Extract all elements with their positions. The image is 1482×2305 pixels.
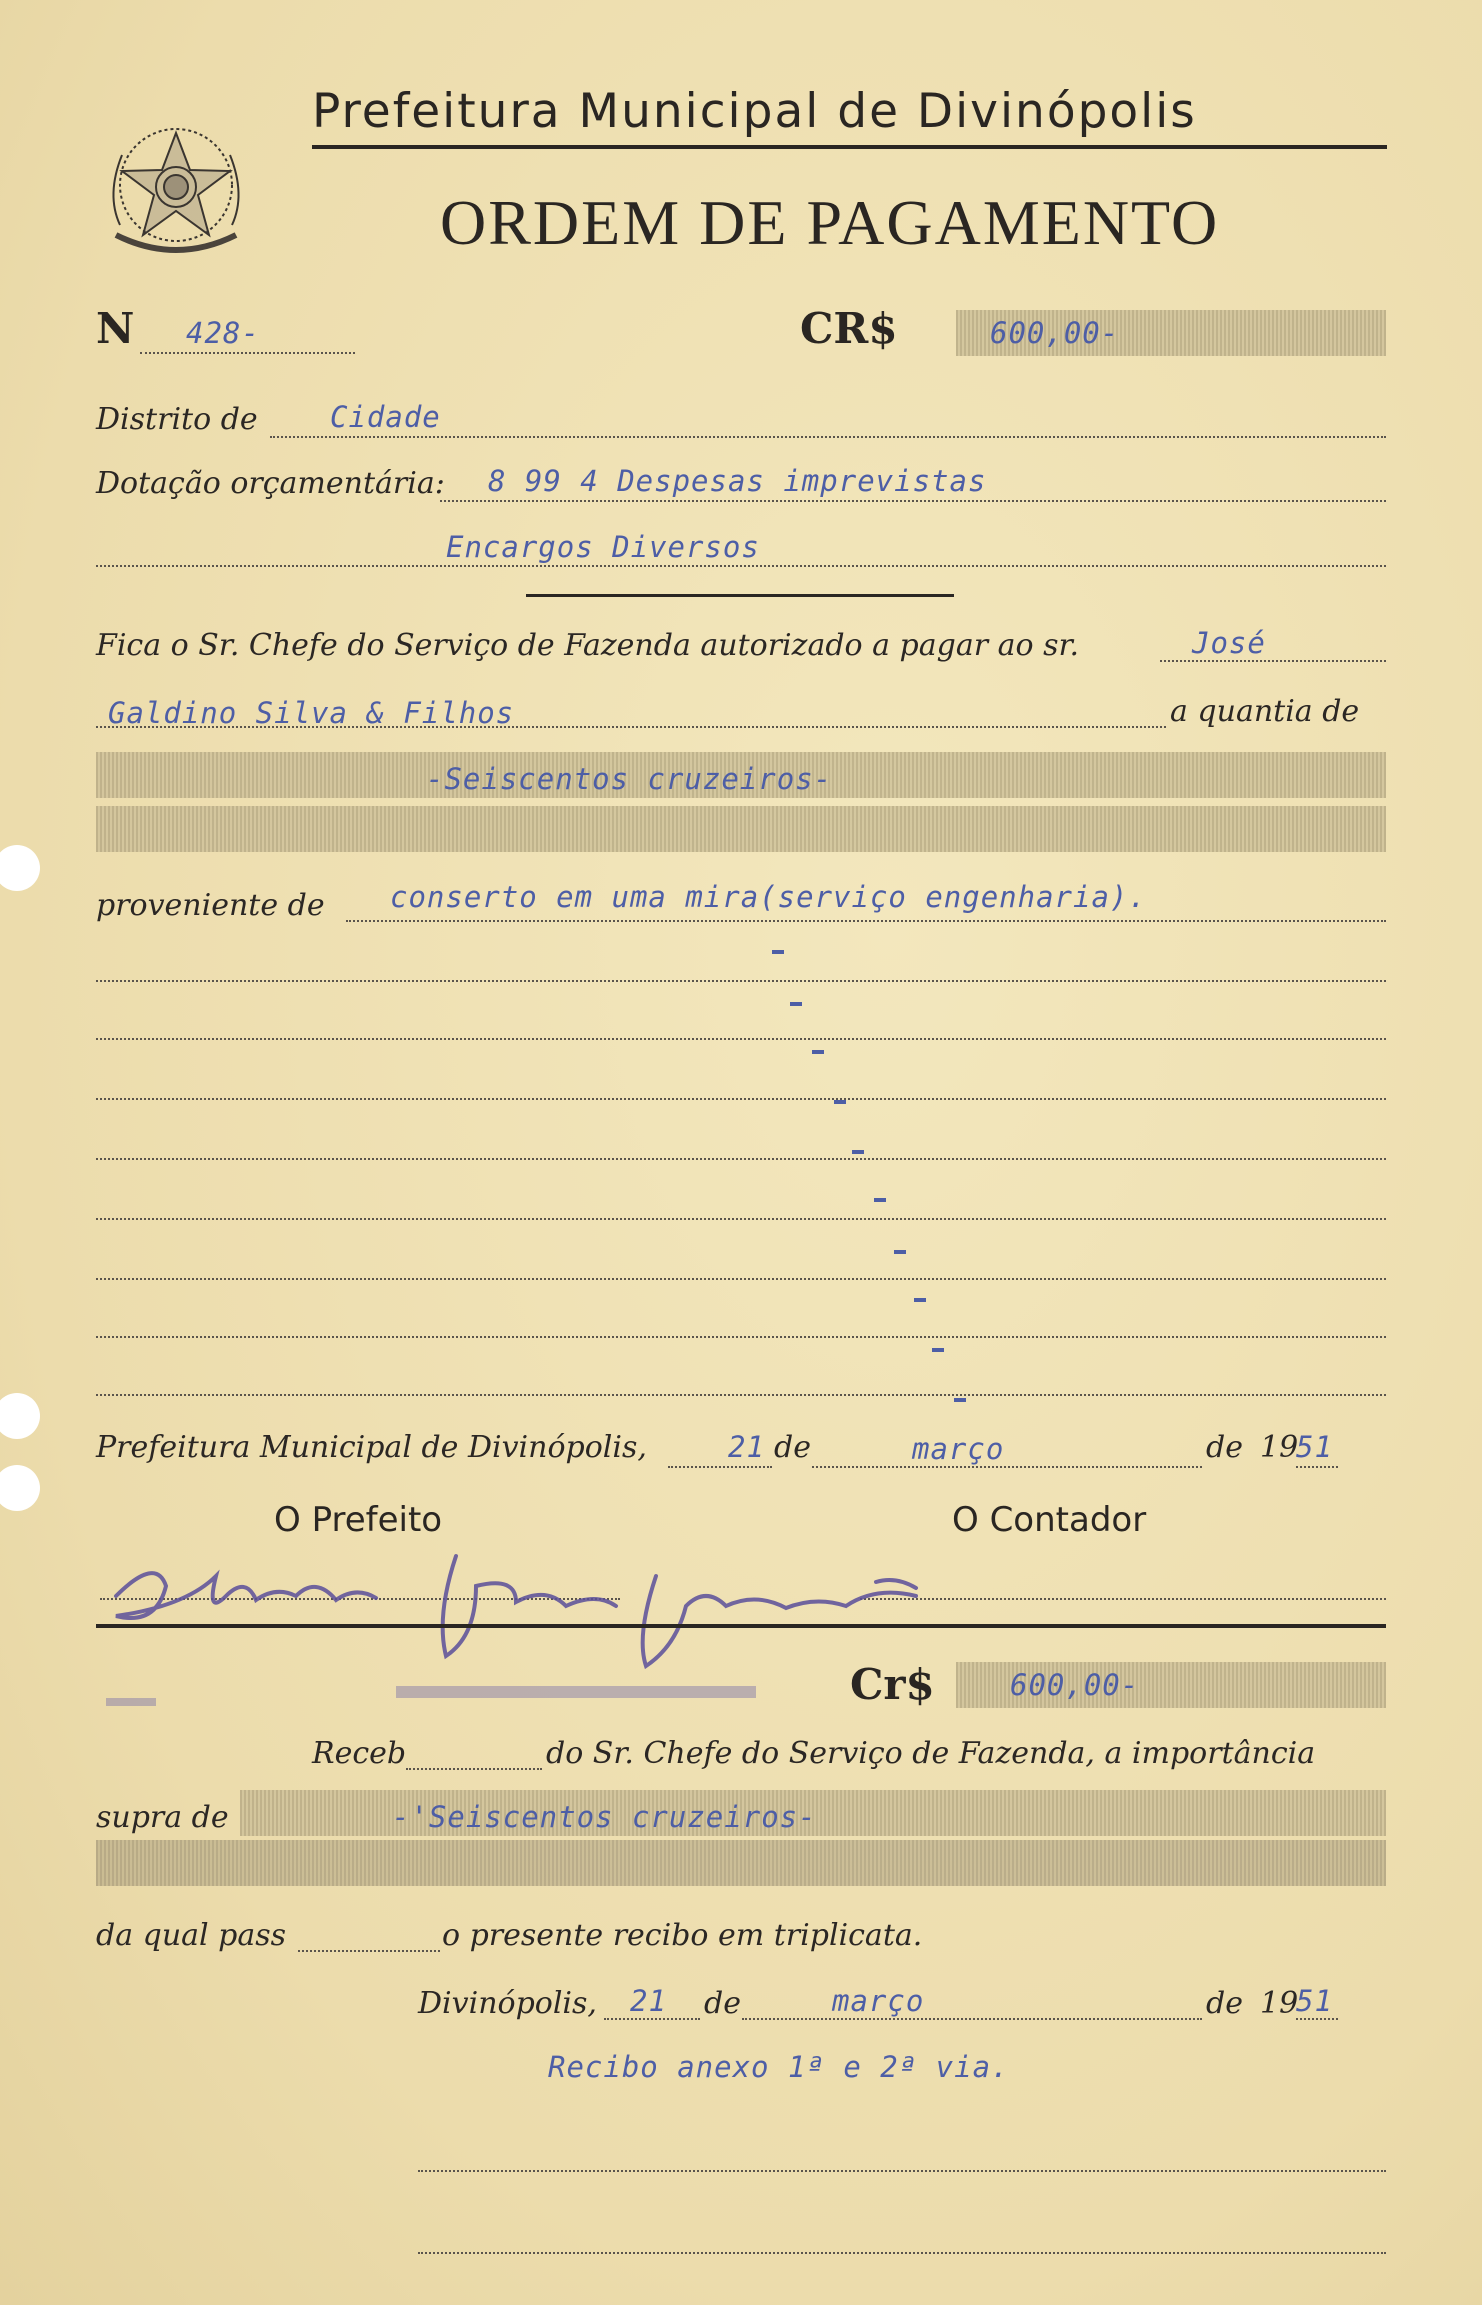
handwritten-signature [96,1516,956,1716]
receipt-de-2: de [1206,1986,1243,2021]
payee-name-part1: José [1192,626,1266,660]
budget-label: Dotação orçamentária: [96,466,445,501]
quantity-label: a quantia de [1170,694,1360,729]
receipt-month: março [832,1984,925,2018]
mayor-label: O Prefeito [274,1500,443,1540]
budget-line-1 [440,500,1386,502]
date-year-line [1296,1466,1338,1468]
accountant-label: O Contador [952,1500,1147,1540]
budget-line-2 [96,565,1386,567]
order-number: 428- [186,316,260,350]
receipt-pass-label: da qual pass [96,1918,287,1953]
typed-dash [894,1250,906,1254]
receipt-de-1: de [704,1986,741,2021]
document-title: ORDEM DE PAGAMENTO [440,187,1220,258]
district-line [270,436,1386,438]
receipt-year-typed: 51 [1296,1984,1333,2018]
budget-value-2: Encargos Diversos [446,530,760,564]
receipt-signature-line-1 [418,2170,1386,2172]
typed-dash [772,950,784,954]
section-divider [526,594,954,597]
receipt-city: Divinópolis, [418,1986,597,2021]
amount-words-shade-2 [96,806,1386,852]
date-month-line [812,1466,1202,1468]
ruled-line [96,1098,1386,1100]
receipt-divider [96,1624,1386,1628]
typed-dash [954,1398,966,1402]
typed-dash [852,1150,864,1154]
payee-line-1 [1160,660,1386,662]
date-year-typed: 51 [1296,1430,1333,1464]
amount-value: 600,00- [990,316,1120,350]
coat-of-arms-emblem [96,115,256,265]
date-place: Prefeitura Municipal de Divinópolis, [96,1430,647,1465]
receipt-day-line [604,2018,700,2020]
number-label: N [96,304,135,353]
receipt-text-line: do Sr. Chefe do Serviço de Fazenda, a importância [546,1736,1316,1771]
typed-dash [812,1050,824,1054]
receipt-amount: 600,00- [1010,1668,1140,1702]
ruled-line [96,1278,1386,1280]
number-line [140,352,355,354]
receipt-pass-text: o presente recibo em triplicata. [442,1918,923,1953]
receipt-year-printed: 19 [1260,1986,1299,2021]
header-underline [312,145,1387,149]
receipt-note: Recibo anexo 1ª e 2ª via. [548,2050,1010,2084]
origin-value: conserto em uma mira(serviço engenharia). [390,880,1147,914]
payee-name-part2: Galdino Silva & Filhos [108,696,515,730]
receipt-signature-line-2 [418,2252,1386,2254]
date-day: 21 [728,1430,765,1464]
date-month: março [912,1432,1005,1466]
typed-dash [790,1002,802,1006]
origin-label: proveniente de [96,888,325,923]
ruled-line [96,1394,1386,1396]
receipt-currency-label: Cr$ [850,1660,935,1709]
district-value: Cidade [330,400,441,434]
typed-dash [932,1348,944,1352]
budget-value-1: 8 99 4 Despesas imprevistas [488,464,987,498]
typed-dash [874,1198,886,1202]
receipt-receb-label: Receb [312,1736,407,1771]
currency-label: CR$ [800,304,898,353]
receipt-month-line [742,2018,1202,2020]
receipt-pass-line [298,1950,440,1952]
receipt-words-shade-2 [96,1840,1386,1886]
receipt-amount-words: -'Seiscentos cruzeiros- [392,1800,817,1834]
date-year-printed: 19 [1260,1430,1299,1465]
amount-in-words: -Seiscentos cruzeiros- [426,762,833,796]
ruled-line [96,1218,1386,1220]
ruled-line [96,1038,1386,1040]
district-label: Distrito de [96,402,258,437]
date-de-1: de [774,1430,811,1465]
date-day-line [668,1466,772,1468]
receipt-year-line [1296,2018,1338,2020]
ruled-line [96,1158,1386,1160]
ruled-line [96,1336,1386,1338]
typed-dash [914,1298,926,1302]
date-de-2: de [1206,1430,1243,1465]
typed-dash [834,1100,846,1104]
receipt-receb-line [406,1768,542,1770]
receipt-supra-label: supra de [96,1800,229,1835]
authorization-text: Fica o Sr. Chefe do Serviço de Fazenda autorizado a pagar ao sr. [96,628,1080,663]
ruled-line [96,980,1386,982]
receipt-day: 21 [630,1984,667,2018]
origin-line [346,920,1386,922]
municipality-header: Prefeitura Municipal de Divinópolis [312,84,1197,139]
